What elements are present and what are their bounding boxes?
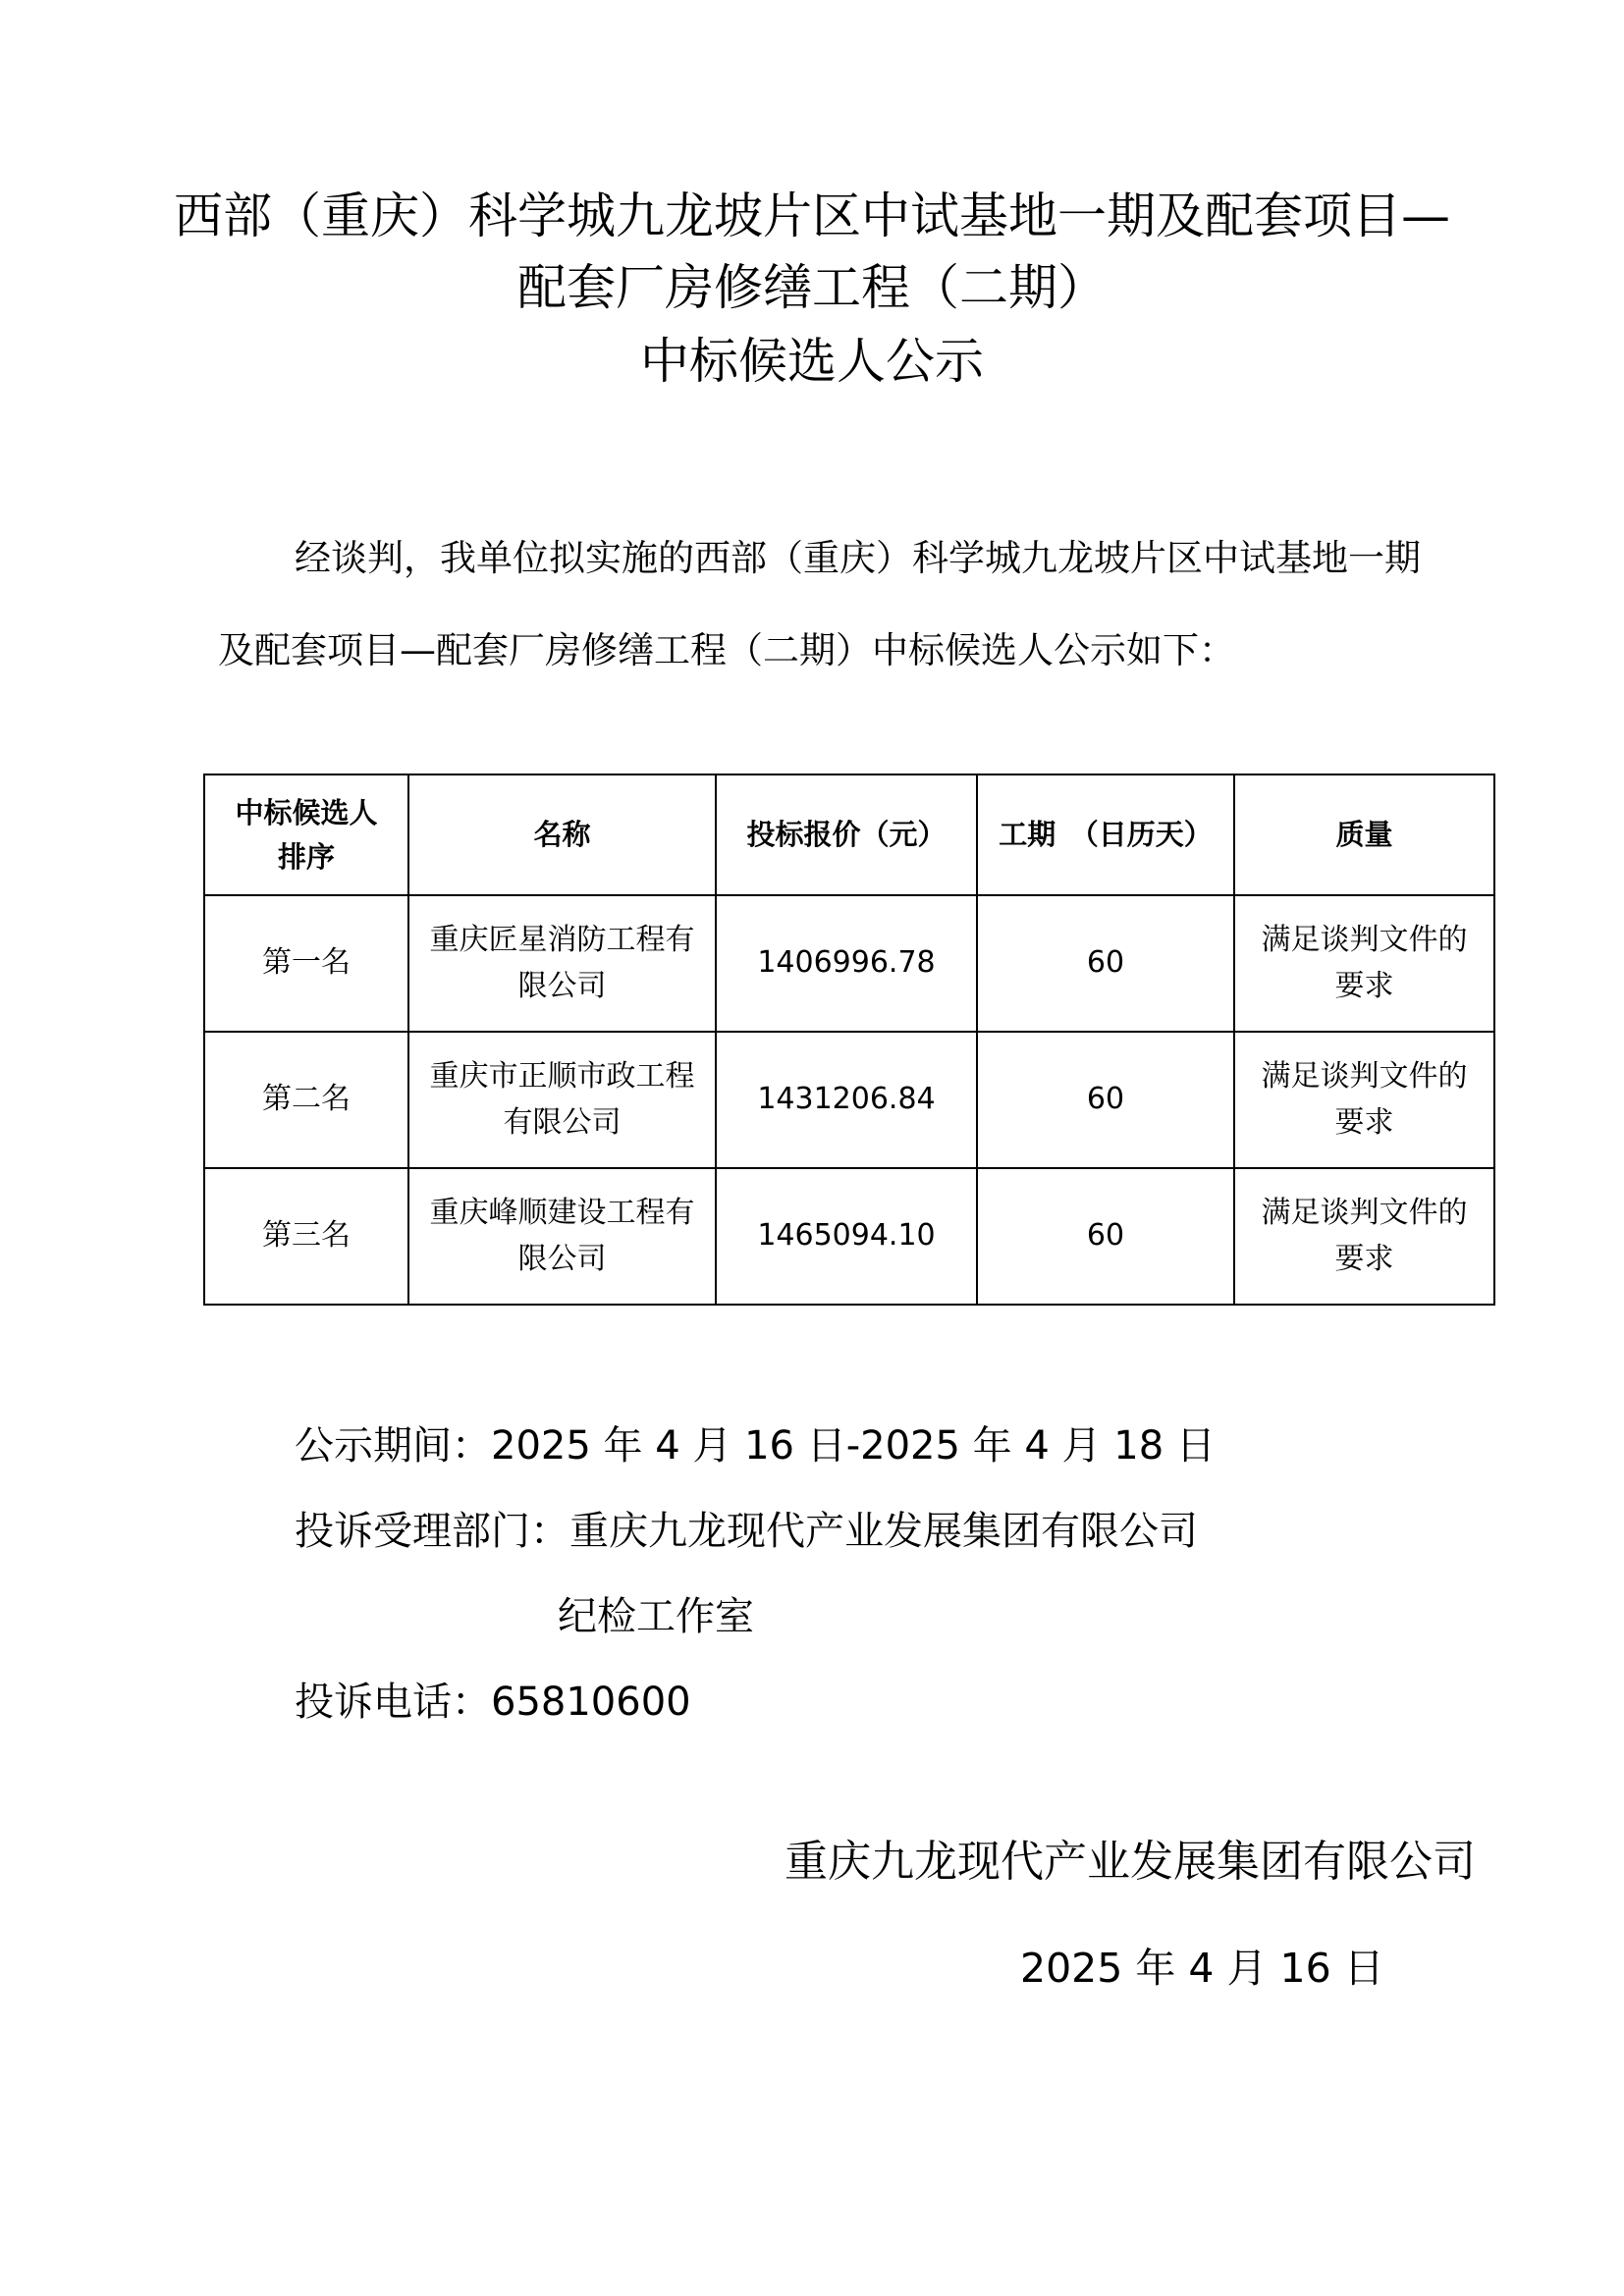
cell-rank: 第一名 <box>204 895 408 1032</box>
title-line-1: 西部（重庆）科学城九龙坡片区中试基地一期及配套项目— <box>174 187 1450 244</box>
intro-line-2: 及配套项目—配套厂房修缮工程（二期）中标候选人公示如下： <box>218 629 1235 671</box>
candidate-table <box>203 774 1495 1306</box>
signature-organization: 重庆九龙现代产业发展集团有限公司 <box>785 1837 1476 1887</box>
complaint-phone: 投诉电话：65810600 <box>295 1680 691 1725</box>
table-row <box>204 895 1494 1032</box>
header-price: 投标报价（元） <box>716 774 977 895</box>
cell-period: 60 <box>977 1032 1234 1168</box>
table-header-row <box>204 774 1494 895</box>
cell-name-line-1: 重庆市正顺市政工程 <box>429 1059 695 1094</box>
cell-price: 1431206.84 <box>716 1032 977 1168</box>
table-row <box>204 1168 1494 1305</box>
cell-quality <box>1234 895 1494 1032</box>
header-rank-line-2: 排序 <box>277 839 335 874</box>
cell-price: 1406996.78 <box>716 895 977 1032</box>
header-name: 名称 <box>408 774 716 895</box>
signature-date: 2025 年 4 月 16 日 <box>1020 1945 1384 1992</box>
cell-quality <box>1234 1168 1494 1305</box>
cell-quality-line-2: 要求 <box>1334 1104 1394 1140</box>
cell-name-line-2: 限公司 <box>517 968 607 1003</box>
table-row <box>204 1032 1494 1168</box>
header-rank <box>204 774 408 895</box>
cell-quality-line-1: 满足谈判文件的 <box>1261 923 1468 957</box>
cell-quality-line-2: 要求 <box>1334 1241 1394 1276</box>
cell-price: 1465094.10 <box>716 1168 977 1305</box>
cell-name <box>408 895 716 1032</box>
cell-name <box>408 1032 716 1168</box>
header-quality: 质量 <box>1234 774 1494 895</box>
cell-rank: 第三名 <box>204 1168 408 1305</box>
cell-name-line-1: 重庆峰顺建设工程有 <box>429 1196 695 1230</box>
cell-name-line-1: 重庆匠星消防工程有 <box>429 923 695 957</box>
cell-name-line-2: 有限公司 <box>503 1104 622 1140</box>
complaint-department: 投诉受理部门：重庆九龙现代产业发展集团有限公司 <box>295 1509 1198 1554</box>
cell-period: 60 <box>977 1168 1234 1305</box>
cell-quality <box>1234 1032 1494 1168</box>
cell-quality-line-1: 满足谈判文件的 <box>1261 1196 1468 1230</box>
header-period: 工期 （日历天） <box>977 774 1234 895</box>
cell-quality-line-2: 要求 <box>1334 968 1394 1003</box>
header-rank-line-1: 中标候选人 <box>235 795 378 829</box>
intro-line-1: 经谈判，我单位拟实施的西部（重庆）科学城九龙坡片区中试基地一期 <box>295 537 1421 579</box>
cell-name <box>408 1168 716 1305</box>
title-line-2: 配套厂房修缮工程（二期） <box>517 259 1107 316</box>
cell-name-line-2: 限公司 <box>517 1241 607 1276</box>
title-line-3: 中标候选人公示 <box>640 333 984 390</box>
publicity-period: 公示期间：2025 年 4 月 16 日-2025 年 4 月 18 日 <box>295 1423 1216 1468</box>
cell-period: 60 <box>977 895 1234 1032</box>
cell-rank: 第二名 <box>204 1032 408 1168</box>
complaint-department-continued: 纪检工作室 <box>558 1594 754 1639</box>
cell-quality-line-1: 满足谈判文件的 <box>1261 1059 1468 1094</box>
